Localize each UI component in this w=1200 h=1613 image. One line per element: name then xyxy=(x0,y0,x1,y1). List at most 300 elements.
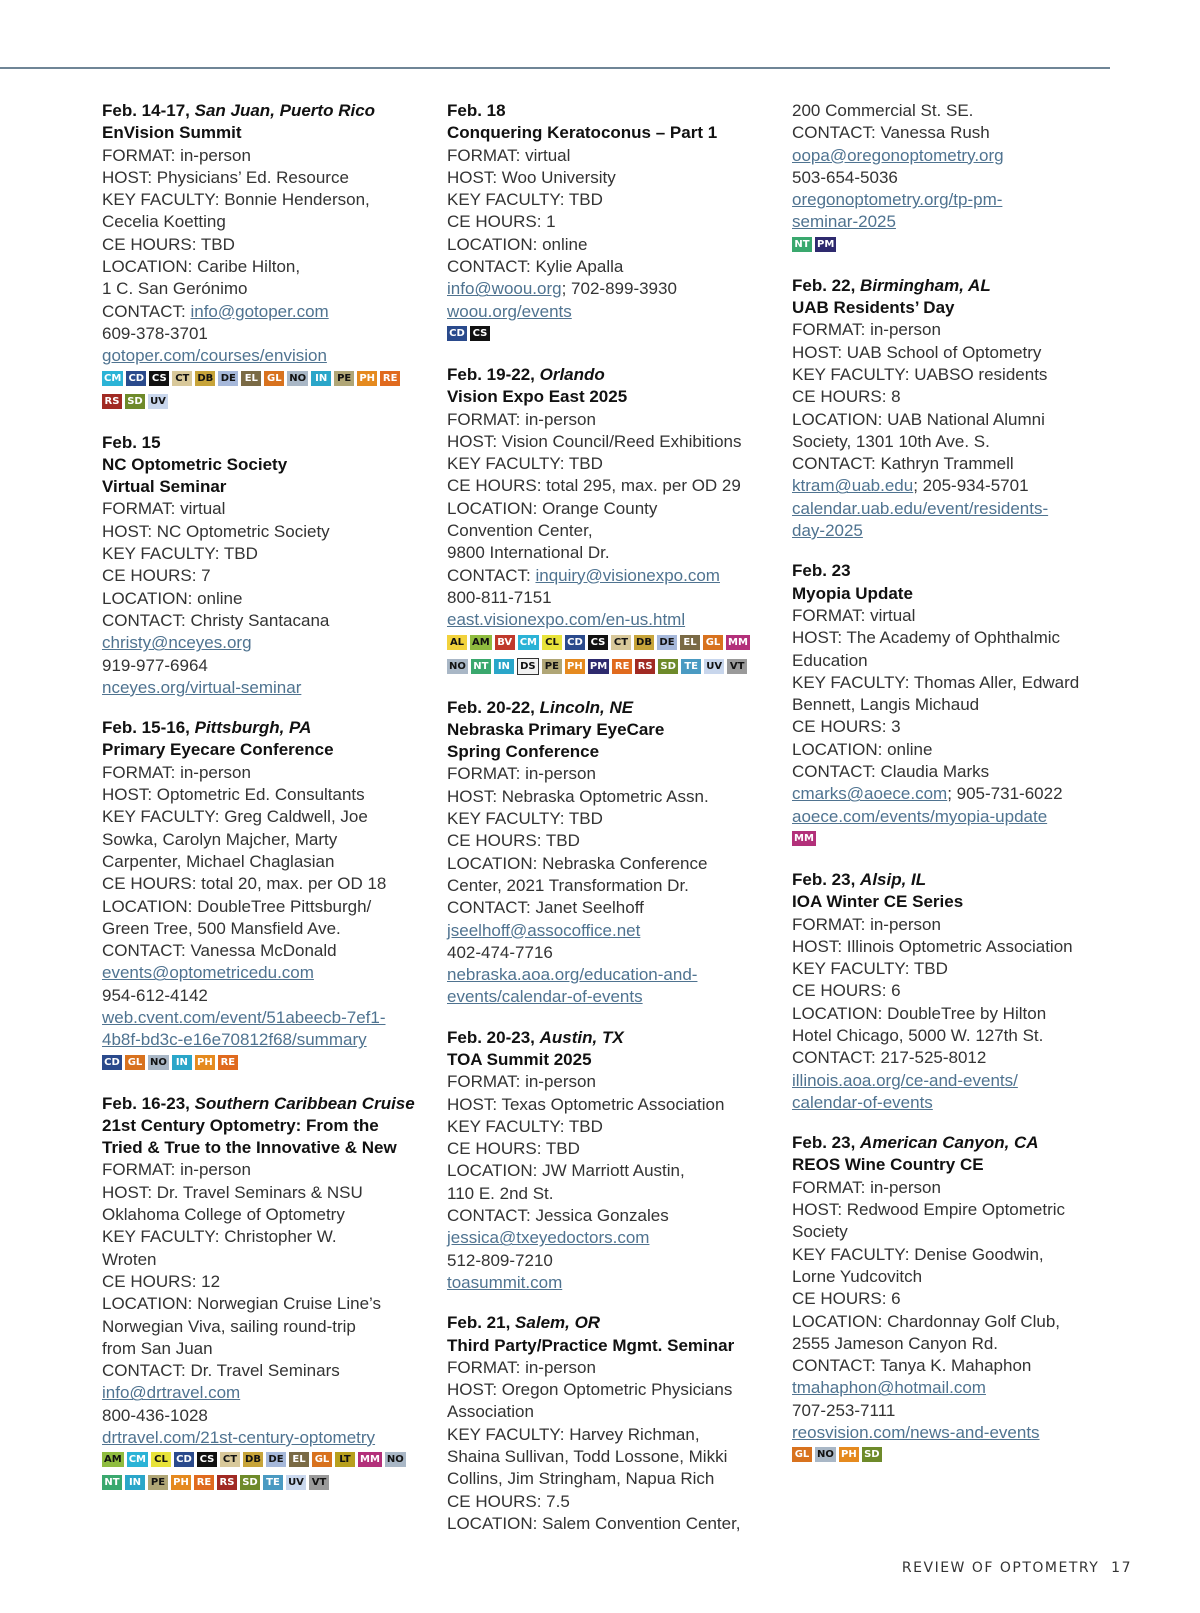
event-detail: HOST: The Academy of Ophthalmic xyxy=(792,628,1061,648)
event-detail: Norwegian Viva, sailing round-trip xyxy=(102,1316,356,1336)
event-date-text: Feb. 18 xyxy=(447,101,506,120)
event-location-name: Birmingham, AL xyxy=(860,275,991,295)
topic-tag-cs: CS xyxy=(470,326,490,341)
event-title: Primary Eyecare Conference xyxy=(102,740,334,760)
topic-tag-cm: CM xyxy=(519,636,537,648)
topic-tag-rs: RS xyxy=(102,394,122,409)
event-detail: KEY FACULTY: TBD xyxy=(792,959,948,979)
event-detail: HOST: Redwood Empire Optometric xyxy=(792,1200,1066,1220)
contact-email-link[interactable]: info@drtravel.com xyxy=(102,1383,241,1403)
topic-tag-mm: MM xyxy=(794,832,814,844)
topic-tag-sd: SD xyxy=(240,1475,260,1490)
event-detail: FORMAT: in-person xyxy=(792,1177,941,1197)
event-date xyxy=(102,717,432,739)
event-url-link[interactable]: nebraska.aoa.org/education-and- xyxy=(447,965,698,985)
event-title: EnVision Summit xyxy=(102,123,242,143)
event-listing xyxy=(447,1027,777,1295)
topic-tag-pm: PM xyxy=(817,238,835,250)
event-detail: LOCATION: Norwegian Cruise Line’s xyxy=(102,1294,382,1314)
event-detail: Cecelia Koetting xyxy=(102,212,226,232)
contact-line xyxy=(792,475,1122,497)
event-detail: CE HOURS: 6 xyxy=(792,1289,901,1309)
topic-tag-gl: GL xyxy=(703,635,723,650)
topic-tag-no: NO xyxy=(150,1056,167,1068)
event-detail: LOCATION: Chardonnay Golf Club, xyxy=(792,1311,1061,1331)
event-detail: LOCATION: Salem Convention Center, xyxy=(447,1513,741,1533)
event-url-link[interactable]: illinois.aoa.org/ce-and-events/ xyxy=(792,1070,1018,1090)
event-detail: CE HOURS: 7.5 xyxy=(447,1491,570,1511)
topic-tag-ct: CT xyxy=(611,635,631,650)
topic-tag-pe: PE xyxy=(542,659,562,674)
event-date xyxy=(102,432,432,454)
topic-tag-row xyxy=(102,1475,432,1495)
topic-tag-no: NO xyxy=(449,660,466,672)
topic-tag-no: NO xyxy=(386,1454,404,1466)
event-detail: LOCATION: Caribe Hilton, xyxy=(102,257,301,277)
event-detail: CONTACT: Dr. Travel Seminars xyxy=(102,1361,340,1381)
topic-tag-cm: CM xyxy=(104,372,122,384)
topic-tag-de: DE xyxy=(266,1452,286,1467)
event-url-link[interactable]: reosvision.com/news-and-events xyxy=(792,1423,1040,1443)
contact-email-link[interactable]: tmahaphon@hotmail.com xyxy=(792,1378,986,1398)
topic-tag-rs: RS xyxy=(635,659,655,674)
contact-email-link[interactable]: inquiry@visionexpo.com xyxy=(535,565,720,585)
contact-label: CONTACT: xyxy=(102,301,191,321)
page-number: 17 xyxy=(1111,1560,1132,1576)
event-detail: FORMAT: virtual xyxy=(447,145,571,165)
event-detail: KEY FACULTY: Christopher W. xyxy=(102,1227,337,1247)
header-rule xyxy=(0,67,1110,69)
event-url-link[interactable]: calendar.uab.edu/event/residents- xyxy=(792,498,1049,518)
contact-email-link[interactable]: oopa@oregonoptometry.org xyxy=(792,145,1004,165)
contact-phone: ; 205-934-5701 xyxy=(913,476,1029,496)
contact-phone: 800-811-7151 xyxy=(447,587,552,607)
event-detail: KEY FACULTY: Bonnie Henderson, xyxy=(102,190,370,210)
event-url-link[interactable]: aoece.com/events/myopia-update xyxy=(792,806,1048,826)
event-date xyxy=(792,869,1122,891)
event-location-name: Orlando xyxy=(539,364,605,384)
topic-tag-nt: NT xyxy=(102,1475,122,1490)
event-url-link[interactable]: woou.org/events xyxy=(447,301,572,321)
topic-tag-row xyxy=(102,1055,432,1075)
topic-tag-vt: VT xyxy=(309,1475,329,1490)
event-detail: Hotel Chicago, 5000 W. 127th St. xyxy=(792,1025,1044,1045)
event-detail: Green Tree, 500 Mansfield Ave. xyxy=(102,918,341,938)
topic-tag-pe: PE xyxy=(334,371,354,386)
event-date-text: Feb. 20-22, xyxy=(447,697,535,717)
event-title: IOA Winter CE Series xyxy=(792,892,964,912)
event-title: REOS Wine Country CE xyxy=(792,1155,984,1175)
event-date-text: Feb. 14-17, xyxy=(102,101,190,120)
event-detail: LOCATION: online xyxy=(102,588,243,608)
event-title: Third Party/Practice Mgmt. Seminar xyxy=(447,1335,735,1355)
event-detail: Education xyxy=(792,650,868,670)
topic-tag-ph: PH xyxy=(839,1447,859,1462)
event-date xyxy=(447,364,777,386)
contact-email-link[interactable]: cmarks@aoece.com xyxy=(792,784,948,804)
topic-tag-pe: PE xyxy=(148,1475,168,1490)
contact-phone: 609-378-3701 xyxy=(102,323,208,343)
event-url-link[interactable]: seminar-2025 xyxy=(792,212,896,232)
topic-tag-am: AM xyxy=(472,636,490,648)
page-footer xyxy=(902,1560,1132,1576)
event-detail: HOST: Woo University xyxy=(447,167,616,187)
topic-tag-al: AL xyxy=(447,635,467,650)
event-date-text: Feb. 23, xyxy=(792,1133,856,1153)
event-detail: FORMAT: in-person xyxy=(447,1357,596,1377)
event-listing xyxy=(792,560,1122,851)
topic-tag-re: RE xyxy=(380,371,400,386)
event-detail: LOCATION: DoubleTree by Hilton xyxy=(792,1003,1047,1023)
topic-tag-cm: CM xyxy=(128,1454,146,1466)
topic-tag-cd: CD xyxy=(174,1452,194,1467)
event-detail: FORMAT: in-person xyxy=(792,320,941,340)
topic-tag-db: DB xyxy=(634,635,654,650)
event-detail: FORMAT: virtual xyxy=(792,605,916,625)
event-detail: FORMAT: in-person xyxy=(792,914,941,934)
event-url-link[interactable]: oregonoptometry.org/tp-pm- xyxy=(792,190,1003,210)
contact-line xyxy=(102,962,432,984)
topic-tag-gl: GL xyxy=(312,1452,332,1467)
event-detail: LOCATION: UAB National Alumni xyxy=(792,409,1045,429)
event-detail: HOST: NC Optometric Society xyxy=(102,521,330,541)
event-detail: HOST: Physicians’ Ed. Resource xyxy=(102,167,349,187)
topic-tag-row xyxy=(447,658,777,679)
topic-tag-cs: CS xyxy=(588,635,608,650)
topic-tag-uv: UV xyxy=(286,1475,306,1490)
topic-tag-row xyxy=(102,1452,432,1472)
event-location-name: Salem, OR xyxy=(515,1313,601,1333)
topic-tag-re: RE xyxy=(218,1055,238,1070)
event-detail: FORMAT: in-person xyxy=(447,1072,596,1092)
topic-tag-re: RE xyxy=(612,659,632,674)
contact-phone: 512-809-7210 xyxy=(447,1250,553,1270)
event-detail: Sowka, Carolyn Majcher, Marty xyxy=(102,829,338,849)
event-detail: Convention Center, xyxy=(447,521,593,541)
event-detail: CONTACT: Vanessa McDonald xyxy=(102,941,337,961)
event-url-link[interactable]: nceyes.org/virtual-seminar xyxy=(102,677,302,697)
event-title: UAB Residents’ Day xyxy=(792,298,955,318)
event-listing xyxy=(792,1132,1122,1467)
event-detail: HOST: Texas Optometric Association xyxy=(447,1094,725,1114)
event-location-name: Austin, TX xyxy=(539,1027,624,1047)
event-detail: Oklahoma College of Optometry xyxy=(102,1205,345,1225)
event-detail: CE HOURS: 12 xyxy=(102,1271,221,1291)
event-detail: CONTACT: Janet Seelhoff xyxy=(447,898,644,918)
topic-tag-rs: RS xyxy=(217,1475,237,1490)
event-listing xyxy=(792,100,1122,257)
topic-tag-sd: SD xyxy=(862,1447,882,1462)
event-detail: HOST: Oregon Optometric Physicians xyxy=(447,1380,733,1400)
topic-tag-de: DE xyxy=(657,635,677,650)
event-date xyxy=(102,1093,432,1115)
topic-tag-ph: PH xyxy=(195,1055,215,1070)
topic-tag-ph: PH xyxy=(171,1475,191,1490)
event-detail: FORMAT: in-person xyxy=(447,409,596,429)
event-url-link[interactable]: day-2025 xyxy=(792,521,863,541)
topic-tag-ct: CT xyxy=(220,1452,240,1467)
event-url-link[interactable]: calendar-of-events xyxy=(792,1092,933,1112)
contact-email-link[interactable]: info@woou.org xyxy=(447,279,562,299)
topic-tag-vt: VT xyxy=(727,659,747,674)
event-detail: CONTACT: Kathryn Trammell xyxy=(792,454,1014,474)
topic-tag-cl: CL xyxy=(542,635,562,650)
event-date xyxy=(447,1027,777,1049)
event-location-name: Lincoln, NE xyxy=(539,697,634,717)
event-title: Virtual Seminar xyxy=(102,477,227,497)
event-title: TOA Summit 2025 xyxy=(447,1049,592,1069)
event-detail: KEY FACULTY: UABSO residents xyxy=(792,364,1048,384)
event-listing xyxy=(447,364,777,679)
topic-tag-bv: BV xyxy=(495,635,515,650)
contact-line xyxy=(102,301,432,323)
topic-tag-ds: DS xyxy=(517,658,539,675)
event-date xyxy=(792,275,1122,297)
topic-tag-de: DE xyxy=(218,371,238,386)
event-listing xyxy=(102,432,432,700)
event-listing xyxy=(447,697,777,1009)
topic-tag-row xyxy=(792,237,1122,257)
event-listing xyxy=(792,869,1122,1114)
event-listing xyxy=(447,1312,777,1535)
publication-name: REVIEW OF OPTOMETRY xyxy=(901,1560,1100,1576)
column-3 xyxy=(792,100,1122,1485)
event-detail: CONTACT: Christy Santacana xyxy=(102,610,330,630)
topic-tag-db: DB xyxy=(195,371,215,386)
event-detail: CONTACT: Kylie Apalla xyxy=(447,257,624,277)
contact-phone: 707-253-7111 xyxy=(792,1400,896,1420)
event-date-text: Feb. 23, xyxy=(792,869,856,889)
event-listing xyxy=(102,100,432,414)
topic-tag-uv: UV xyxy=(704,659,724,674)
event-date-text: Feb. 20-23, xyxy=(447,1027,535,1047)
event-detail: CE HOURS: total 20, max. per OD 18 xyxy=(102,874,387,894)
topic-tag-mm: MM xyxy=(360,1454,380,1466)
contact-line xyxy=(792,783,1122,805)
event-detail: KEY FACULTY: TBD xyxy=(447,1116,603,1136)
contact-line xyxy=(792,145,1122,167)
event-detail: 9800 International Dr. xyxy=(447,543,610,563)
event-date xyxy=(792,1132,1122,1154)
event-detail: Collins, Jim Stringham, Napua Rich xyxy=(447,1469,715,1489)
topic-tag-row xyxy=(447,326,777,346)
event-url-link[interactable]: 4b8f-bd3c-e16e70812f68/summary xyxy=(102,1030,367,1050)
topic-tag-row xyxy=(102,394,432,414)
event-location-name: American Canyon, CA xyxy=(860,1133,1039,1153)
topic-tag-cs: CS xyxy=(149,371,169,386)
contact-phone: 954-612-4142 xyxy=(102,985,208,1005)
event-title: Conquering Keratoconus – Part 1 xyxy=(447,123,718,143)
contact-line xyxy=(447,278,777,300)
event-detail: CONTACT: Jessica Gonzales xyxy=(447,1206,669,1226)
topic-tag-te: TE xyxy=(263,1475,283,1490)
event-date-text: Feb. 15 xyxy=(102,432,161,452)
event-detail: HOST: Optometric Ed. Consultants xyxy=(102,785,365,805)
event-detail: Wroten xyxy=(102,1249,157,1269)
event-date xyxy=(447,100,777,122)
event-detail: LOCATION: online xyxy=(447,234,588,254)
contact-email-link[interactable]: events@optometricedu.com xyxy=(102,963,314,983)
topic-tag-no: NO xyxy=(817,1449,834,1461)
event-location-name: San Juan, Puerto Rico xyxy=(194,101,376,120)
topic-tag-el: EL xyxy=(680,635,700,650)
topic-tag-sd: SD xyxy=(658,659,678,674)
event-detail: KEY FACULTY: Harvey Richman, xyxy=(447,1424,700,1444)
contact-phone: 919-977-6964 xyxy=(102,655,208,675)
event-title: 21st Century Optometry: From the xyxy=(102,1115,379,1135)
event-listing xyxy=(792,275,1122,543)
topic-tag-ct: CT xyxy=(172,371,192,386)
topic-tag-nt: NT xyxy=(792,237,812,252)
event-location-name: Pittsburgh, PA xyxy=(194,718,312,738)
contact-label: CONTACT: xyxy=(447,565,536,585)
event-detail: HOST: UAB School of Optometry xyxy=(792,342,1042,362)
event-detail: from San Juan xyxy=(102,1338,213,1358)
contact-phone: 800-436-1028 xyxy=(102,1405,208,1425)
event-url-link[interactable]: events/calendar-of-events xyxy=(447,987,643,1007)
event-detail: 2555 Jameson Canyon Rd. xyxy=(792,1333,999,1353)
contact-line xyxy=(447,565,777,587)
event-detail: Bennett, Langis Michaud xyxy=(792,695,980,715)
topic-tag-in: IN xyxy=(125,1475,145,1490)
contact-phone: ; 905-731-6022 xyxy=(947,784,1063,804)
event-date-text: Feb. 21, xyxy=(447,1313,511,1333)
contact-phone: 503-654-5036 xyxy=(792,167,898,187)
topic-tag-cd: CD xyxy=(102,1055,122,1070)
event-detail: KEY FACULTY: TBD xyxy=(102,544,258,564)
event-detail: CE HOURS: 3 xyxy=(792,717,901,737)
topic-tag-cd: CD xyxy=(126,371,146,386)
topic-tag-ph: PH xyxy=(565,659,585,674)
event-date xyxy=(792,560,1122,582)
topic-tag-db: DB xyxy=(243,1452,263,1467)
column-1 xyxy=(102,100,432,1513)
event-url-link[interactable]: toasummit.com xyxy=(447,1272,563,1292)
event-detail: KEY FACULTY: Thomas Aller, Edward xyxy=(792,672,1080,692)
event-detail: 1 C. San Gerónimo xyxy=(102,279,248,299)
contact-phone: 402-474-7716 xyxy=(447,942,553,962)
event-listing xyxy=(102,1093,432,1496)
topic-tag-el: EL xyxy=(289,1452,309,1467)
event-detail: FORMAT: in-person xyxy=(102,1160,251,1180)
topic-tag-pm: PM xyxy=(589,660,608,672)
topic-tag-in: IN xyxy=(494,659,514,674)
event-date-text: Feb. 23 xyxy=(792,561,851,581)
event-date xyxy=(102,100,432,122)
topic-tag-te: TE xyxy=(681,659,701,674)
event-title: Vision Expo East 2025 xyxy=(447,387,628,407)
event-detail: Shaina Sullivan, Todd Lossone, Mikki xyxy=(447,1447,728,1467)
event-detail: 200 Commercial St. SE. xyxy=(792,101,974,120)
event-detail: FORMAT: virtual xyxy=(102,499,226,519)
topic-tag-cl: CL xyxy=(151,1452,171,1467)
event-detail: KEY FACULTY: TBD xyxy=(447,454,603,474)
event-title: Nebraska Primary EyeCare xyxy=(447,719,665,739)
topic-tag-cd: CD xyxy=(565,635,585,650)
event-detail: KEY FACULTY: TBD xyxy=(447,190,603,210)
contact-email-link[interactable]: info@gotoper.com xyxy=(190,301,329,321)
event-detail: CE HOURS: 1 xyxy=(447,212,556,232)
contact-email-link[interactable]: ktram@uab.edu xyxy=(792,476,914,496)
event-detail: HOST: Vision Council/Reed Exhibitions xyxy=(447,431,742,451)
event-detail: CONTACT: 217-525-8012 xyxy=(792,1048,987,1068)
event-url-link[interactable]: web.cvent.com/event/51abeecb-7ef1- xyxy=(102,1007,386,1027)
event-date xyxy=(447,1312,777,1334)
topic-tag-row xyxy=(447,635,777,655)
event-detail: FORMAT: in-person xyxy=(447,764,596,784)
event-detail: LOCATION: Nebraska Conference xyxy=(447,853,708,873)
event-detail: LOCATION: JW Marriott Austin, xyxy=(447,1161,685,1181)
event-detail: KEY FACULTY: TBD xyxy=(447,809,603,829)
event-listing xyxy=(447,100,777,346)
contact-line xyxy=(447,920,777,942)
contact-line xyxy=(102,632,432,654)
topic-tag-in: IN xyxy=(311,371,331,386)
event-url-link[interactable]: east.visionexpo.com/en-us.html xyxy=(447,610,686,630)
event-detail: CONTACT: Claudia Marks xyxy=(792,762,990,782)
contact-email-link[interactable]: jseelhoff@assocoffice.net xyxy=(447,920,641,940)
event-date xyxy=(447,697,777,719)
contact-line xyxy=(792,1377,1122,1399)
event-detail: FORMAT: in-person xyxy=(102,145,251,165)
event-detail: LOCATION: DoubleTree Pittsburgh/ xyxy=(102,896,372,916)
event-url-link[interactable]: gotoper.com/courses/envision xyxy=(102,346,327,366)
topic-tag-uv: UV xyxy=(148,394,168,409)
event-detail: LOCATION: online xyxy=(792,739,933,759)
topic-tag-in: IN xyxy=(172,1055,192,1070)
event-detail: Association xyxy=(447,1402,534,1422)
topic-tag-gl: GL xyxy=(792,1447,812,1462)
topic-tag-nt: NT xyxy=(471,659,491,674)
event-date-text: Feb. 15-16, xyxy=(102,718,190,738)
event-detail: CE HOURS: TBD xyxy=(447,831,580,851)
topic-tag-gl: GL xyxy=(125,1055,145,1070)
topic-tag-mm: MM xyxy=(728,636,748,648)
event-location-name: Alsip, IL xyxy=(860,869,927,889)
event-location-name: Southern Caribbean Cruise xyxy=(194,1093,415,1113)
event-url-link[interactable]: drtravel.com/21st-century-optometry xyxy=(102,1428,376,1448)
topic-tag-am: AM xyxy=(104,1454,122,1466)
event-detail: FORMAT: in-person xyxy=(102,762,251,782)
event-detail: CE HOURS: 8 xyxy=(792,387,901,407)
contact-email-link[interactable]: jessica@txeyedoctors.com xyxy=(447,1228,650,1248)
event-detail: LOCATION: Orange County xyxy=(447,498,658,518)
topic-tag-row xyxy=(102,371,432,391)
topic-tag-ph: PH xyxy=(357,371,377,386)
event-detail: CONTACT: Vanessa Rush xyxy=(792,123,990,143)
event-detail: CE HOURS: 7 xyxy=(102,566,211,586)
event-detail: CE HOURS: 6 xyxy=(792,981,901,1001)
event-detail: HOST: Illinois Optometric Association xyxy=(792,936,1073,956)
topic-tag-no: NO xyxy=(289,372,307,384)
event-detail: HOST: Nebraska Optometric Assn. xyxy=(447,786,709,806)
event-listing xyxy=(102,717,432,1074)
topic-tag-row xyxy=(792,831,1122,851)
event-date-text: Feb. 16-23, xyxy=(102,1093,190,1113)
event-detail: Carpenter, Michael Chaglasian xyxy=(102,851,335,871)
contact-line xyxy=(447,1227,777,1249)
event-date-text: Feb. 22, xyxy=(792,275,856,295)
event-detail: KEY FACULTY: Denise Goodwin, xyxy=(792,1244,1044,1264)
event-detail: CE HOURS: total 295, max. per OD 29 xyxy=(447,476,741,496)
event-detail: Society, 1301 10th Ave. S. xyxy=(792,431,990,451)
topic-tag-gl: GL xyxy=(264,371,284,386)
event-detail: CE HOURS: TBD xyxy=(102,234,235,254)
event-detail: CE HOURS: TBD xyxy=(447,1139,580,1159)
event-title: Myopia Update xyxy=(792,583,913,603)
contact-email-link[interactable]: christy@nceyes.org xyxy=(102,633,252,653)
topic-tag-row xyxy=(792,1447,1122,1467)
